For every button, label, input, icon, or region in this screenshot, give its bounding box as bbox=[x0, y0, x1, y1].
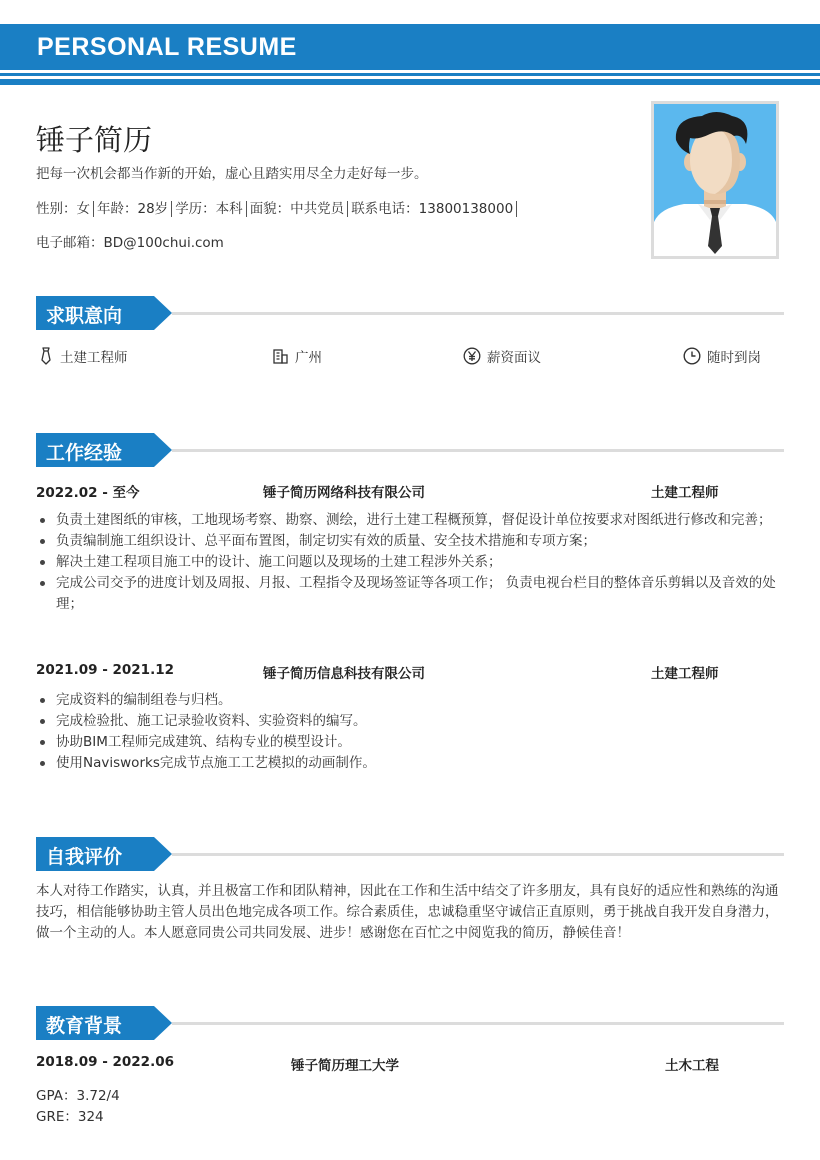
education-school: 锤子简历理工大学 bbox=[291, 1058, 399, 1074]
header-divider-thick bbox=[0, 79, 820, 85]
intent-position-text: 土建工程师 bbox=[60, 350, 128, 366]
list-item: 完成检验批、施工记录验收资料、实验资料的编写。 bbox=[36, 711, 786, 732]
building-icon bbox=[272, 348, 289, 365]
job-position: 土建工程师 bbox=[651, 666, 719, 682]
job-position: 土建工程师 bbox=[651, 485, 719, 501]
self-evaluation-text: 本人对待工作踏实，认真，并且极富工作和团队精神，因此在工作和生活中结交了许多朋友，具有良好的适应性和熟练的沟通技巧，相信能够协助主管人员出色地完成各项工作。综合素质佳，忠诚稳重坚守诚信正直原则，勇于挑战自我开发自身潜力，做一个主动的人。本人愿意同贵公司共同发展、进步！感谢您在百忙之中阅览我的简历，静候佳音！ bbox=[36, 883, 779, 941]
avatar-illustration bbox=[654, 104, 776, 256]
list-item: 解决土建工程项目施工中的设计、施工问题以及现场的土建工程涉外关系； bbox=[36, 552, 786, 573]
tie-icon bbox=[38, 347, 54, 365]
candidate-email: 电子邮箱：BD@100chui.com bbox=[36, 235, 224, 251]
list-item: 协助BIM工程师完成建筑、结构专业的模型设计。 bbox=[36, 732, 786, 753]
section-rule bbox=[172, 853, 784, 856]
job-company: 锤子简历信息科技有限公司 bbox=[263, 666, 425, 682]
intent-availability bbox=[683, 346, 761, 366]
list-item: 负责编制施工组织设计、总平面布置图，制定切实有效的质量、安全技术措施和专项方案； bbox=[36, 531, 786, 552]
section-header-intent bbox=[36, 296, 784, 330]
section-title: 工作经验 bbox=[46, 442, 123, 464]
education-gre: GRE：324 bbox=[36, 1109, 104, 1125]
section-title: 自我评价 bbox=[46, 846, 123, 868]
candidate-motto: 把每一次机会都当作新的开始，虚心且踏实用尽全力走好每一步。 bbox=[36, 166, 428, 182]
section-title: 求职意向 bbox=[46, 305, 123, 327]
section-rule bbox=[172, 449, 784, 452]
yen-icon bbox=[463, 347, 481, 365]
section-rule bbox=[172, 312, 784, 315]
intent-city-text: 广州 bbox=[295, 350, 322, 366]
intent-city bbox=[272, 346, 322, 366]
job-period: 2022.02 - 至今 bbox=[36, 485, 140, 501]
basic-info-row bbox=[36, 201, 520, 217]
list-item: 使用Navisworks完成节点施工工艺模拟的动画制作。 bbox=[36, 753, 786, 774]
education-gpa: GPA：3.72/4 bbox=[36, 1088, 120, 1104]
section-header-evaluation bbox=[36, 837, 784, 871]
clock-icon bbox=[683, 347, 701, 365]
section-header-education bbox=[36, 1006, 784, 1040]
intent-salary-text: 薪资面议 bbox=[487, 350, 541, 366]
section-title: 教育背景 bbox=[46, 1015, 123, 1037]
job-duties-2 bbox=[36, 690, 786, 774]
job-duties-1 bbox=[36, 510, 786, 615]
intent-salary bbox=[463, 346, 541, 366]
list-item: 完成公司交予的进度计划及周报、月报、工程指令及现场签证等各项工作； 负责电视台栏目的整体音乐剪辑以及音效的处理； bbox=[36, 573, 786, 615]
intent-position bbox=[38, 346, 128, 366]
candidate-name: 锤子简历 bbox=[36, 123, 153, 157]
info-gender: 性别：女 bbox=[36, 201, 94, 217]
job-header-2 bbox=[36, 662, 756, 680]
job-period: 2021.09 - 2021.12 bbox=[36, 662, 174, 678]
resume-header-title: PERSONAL RESUME bbox=[37, 33, 297, 61]
info-age: 年龄：28岁 bbox=[97, 201, 172, 217]
job-company: 锤子简历网络科技有限公司 bbox=[263, 485, 425, 501]
info-phone: 联系电话：13800138000 bbox=[351, 201, 517, 217]
intent-availability-text: 随时到岗 bbox=[707, 350, 761, 366]
info-education: 学历：本科 bbox=[175, 201, 247, 217]
avatar bbox=[651, 101, 779, 259]
list-item: 完成资料的编制组卷与归档。 bbox=[36, 690, 786, 711]
section-header-experience bbox=[36, 433, 784, 467]
info-political-status: 面貌：中共党员 bbox=[250, 201, 349, 217]
list-item: 负责土建图纸的审核，工地现场考察、勘察、测绘，进行土建工程概预算，督促设计单位按要求对图纸进行修改和完善； bbox=[36, 510, 786, 531]
job-header-1 bbox=[36, 481, 756, 499]
section-rule bbox=[172, 1022, 784, 1025]
education-header bbox=[36, 1054, 756, 1072]
education-major: 土木工程 bbox=[665, 1058, 719, 1074]
header-divider bbox=[0, 73, 820, 76]
education-period: 2018.09 - 2022.06 bbox=[36, 1054, 174, 1070]
